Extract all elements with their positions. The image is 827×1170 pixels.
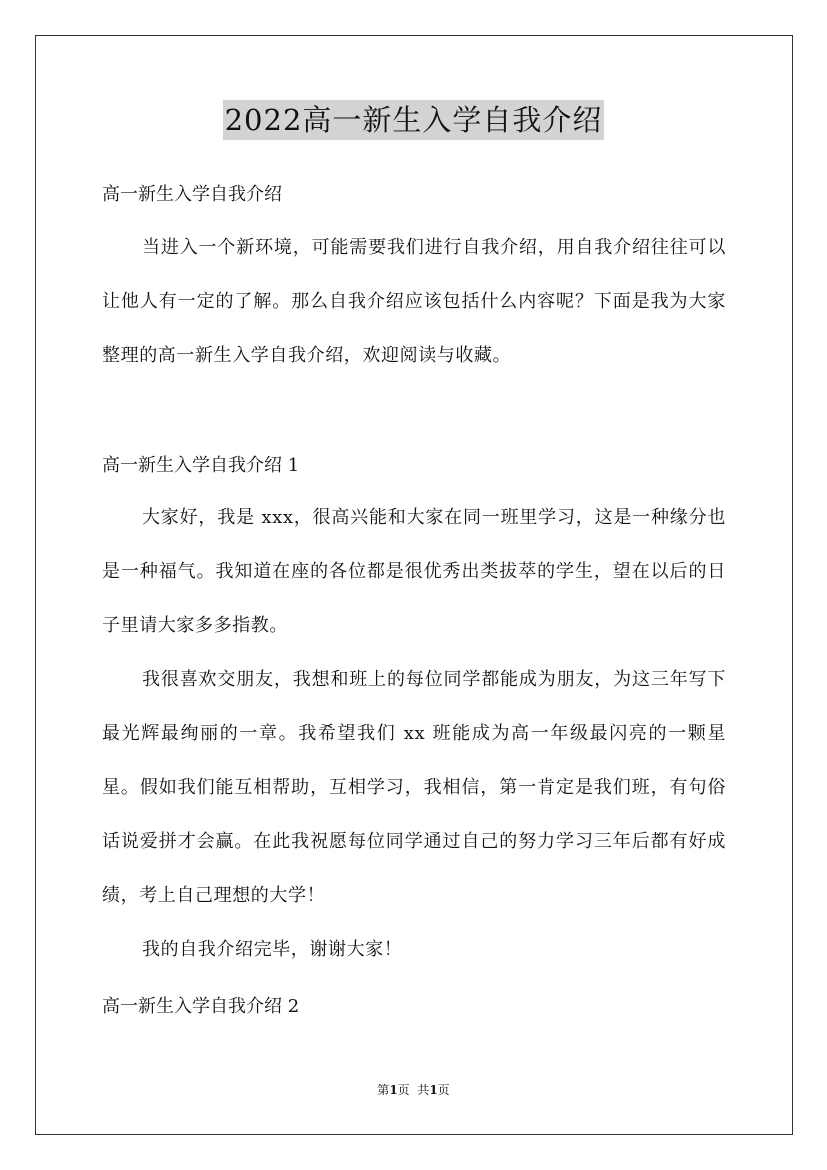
intro-paragraph: 当进入一个新环境，可能需要我们进行自我介绍，用自我介绍往往可以让他人有一定的了解。那么自我介绍应该包括什么内容呢？下面是我为大家整理的高一新生入学自我介绍，欢迎阅读与收藏。: [102, 237, 726, 366]
title-wrapper: [0, 100, 827, 140]
page-footer: [0, 1082, 827, 1098]
section-1-paragraph-3: 我的自我介绍完毕，谢谢大家！: [142, 939, 403, 960]
footer-page-total: 1: [429, 1083, 438, 1097]
footer-page-mid: 页 共: [397, 1083, 430, 1097]
footer-page-prefix: 第: [377, 1083, 390, 1097]
section-2-heading: 高一新生入学自我介绍 2: [102, 996, 300, 1017]
section-1-paragraph-1: 大家好，我是 xxx，很高兴能和大家在同一班里学习，这是一种缘分也是一种福气。我知道在座的各位都是很优秀出类拔萃的学生，望在以后的日子里请大家多多指教。: [102, 507, 726, 636]
footer-page-suffix: 页: [437, 1083, 450, 1097]
footer-page-current: 1: [389, 1083, 398, 1097]
section-1-paragraph-2: 我很喜欢交朋友，我想和班上的每位同学都能成为朋友，为这三年写下最光辉最绚丽的一章。我希望我们 xx 班能成为高一年级最闪亮的一颗星星。假如我们能互相帮助，互相学习，我相信，第一肯定是我们班，有句俗话说爱拼才会赢。在此我祝愿每位同学通过自己的努力学习三年后都有好成绩，考上自己理想的大学！: [102, 669, 726, 906]
subtitle-heading: 高一新生入学自我介绍: [102, 184, 282, 205]
document-title: 2022高一新生入学自我介绍: [223, 100, 605, 140]
section-1-heading: 高一新生入学自我介绍 1: [102, 455, 300, 476]
